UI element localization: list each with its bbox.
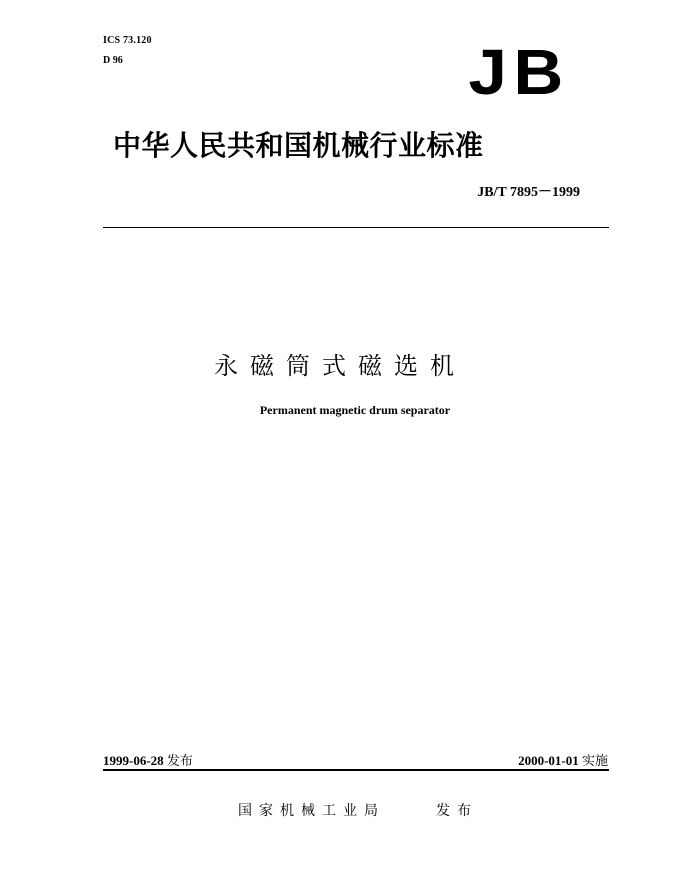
standard-number: JB/T 7895－1999 bbox=[477, 185, 580, 200]
jb-logo: JB bbox=[468, 36, 570, 108]
issue-label: 发布 bbox=[166, 754, 193, 769]
implement-label: 实施 bbox=[581, 754, 608, 769]
header-divider bbox=[103, 227, 609, 228]
implement-date: 2000-01-01 bbox=[518, 753, 579, 768]
issue-date: 1999-06-28 bbox=[103, 753, 164, 768]
issue-date-line bbox=[103, 750, 193, 769]
issuer-action: 发布 bbox=[436, 803, 478, 819]
footer-divider bbox=[103, 769, 609, 771]
classification-code: D 96 bbox=[103, 55, 123, 66]
document-title-cn: 永磁筒式磁选机 bbox=[214, 352, 466, 380]
standard-category-title: 中华人民共和国机械行业标准 bbox=[113, 129, 484, 162]
document-title-en: Permanent magnetic drum separator bbox=[259, 403, 451, 417]
ics-code: ICS 73.120 bbox=[103, 35, 152, 46]
issuing-authority: 国家机械工业局 bbox=[238, 803, 385, 819]
implement-date-line bbox=[518, 750, 608, 769]
